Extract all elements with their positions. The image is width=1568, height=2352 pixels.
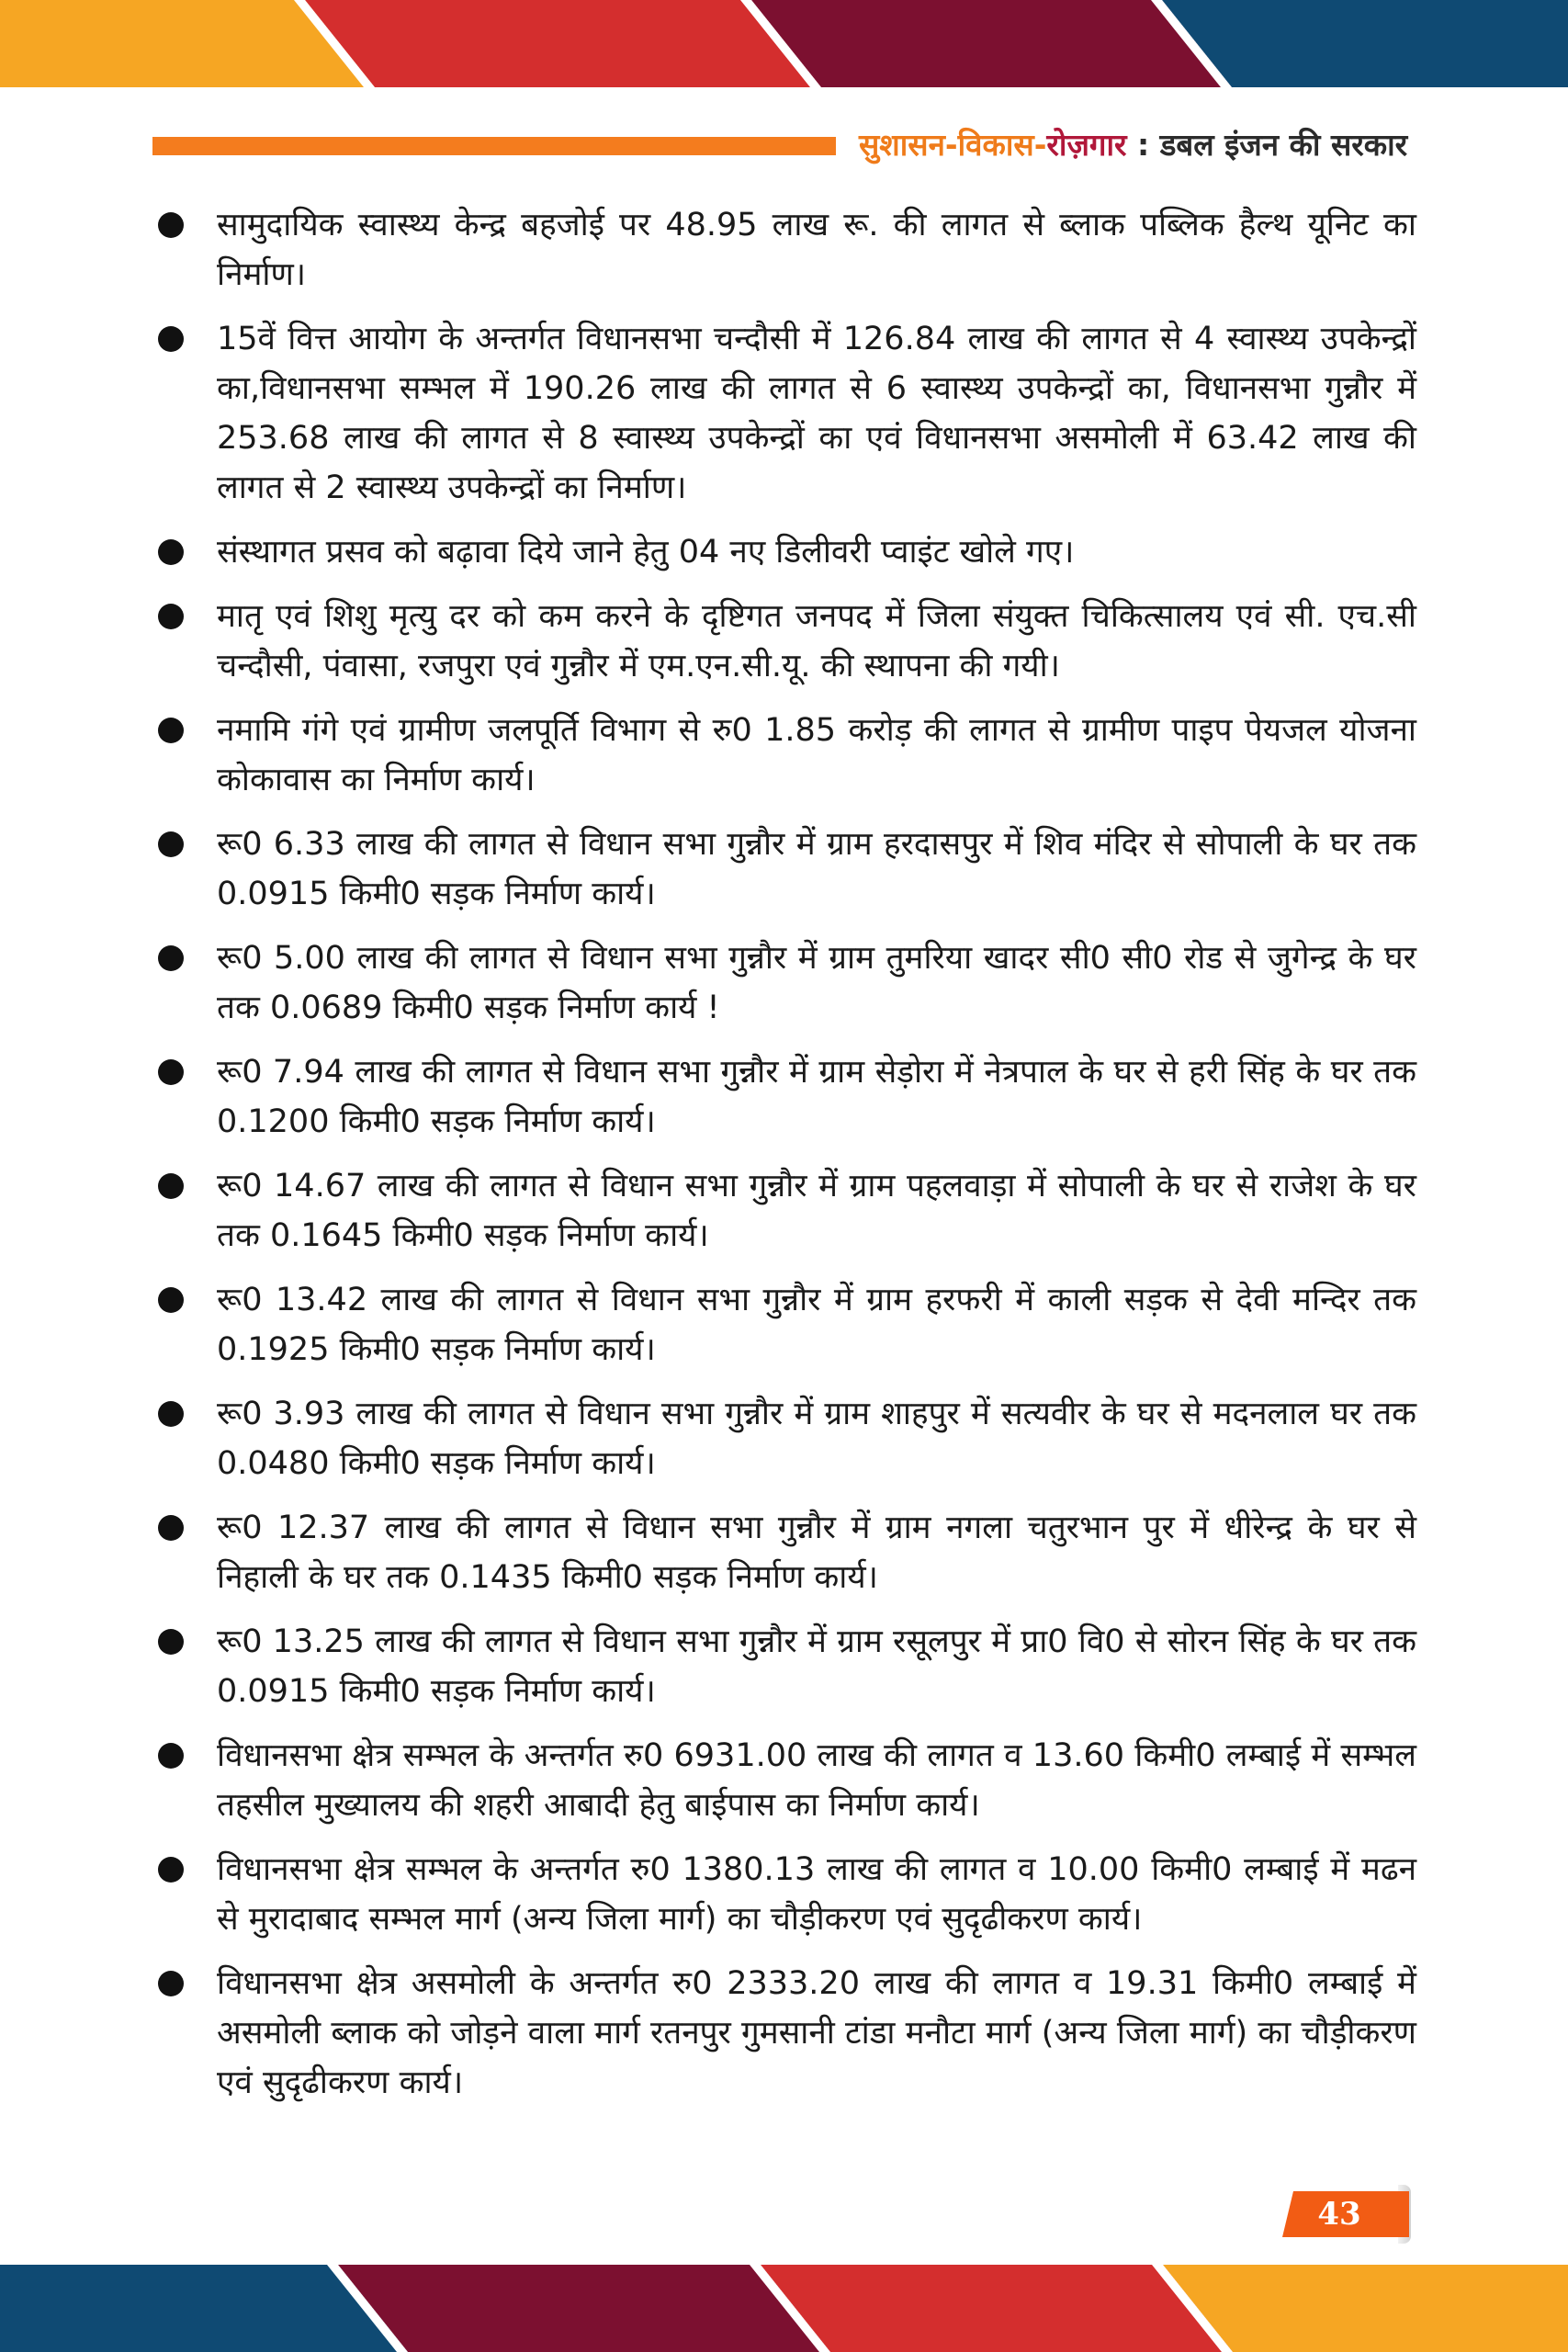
band-maroon-segment bbox=[751, 0, 1232, 87]
band-maroon-segment bbox=[338, 2265, 830, 2352]
bullet-icon bbox=[158, 831, 184, 857]
bullet-icon bbox=[158, 212, 184, 238]
bullet-icon bbox=[158, 1743, 184, 1769]
bullet-icon bbox=[158, 1629, 184, 1655]
header-title-part-3: : डबल इंजन की सरकार bbox=[1126, 127, 1408, 163]
list-item-text: सामुदायिक स्वास्थ्य केन्द्र बहजोई पर 48.95 लाख रू. की लागत से ब्लाक पब्लिक हैल्थ यूनिट का निर्माण। bbox=[217, 207, 1416, 293]
list-item bbox=[154, 933, 1416, 1033]
list-item-text: रू0 3.93 लाख की लागत से विधान सभा गुन्नौर में ग्राम शाहपुर में सत्यवीर के घर से मदनलाल घर तक 0.0480 किमी0 सड़क निर्माण कार्य। bbox=[217, 1396, 1416, 1482]
list-item bbox=[154, 1845, 1416, 1944]
list-item-text: रू0 13.42 लाख की लागत से विधान सभा गुन्नौर में ग्राम हरफरी में काली सड़क से देवी मन्दिर तक 0.1925 किमी0 सड़क निर्माण कार्य। bbox=[217, 1282, 1416, 1368]
bullet-icon bbox=[158, 1059, 184, 1085]
list-item bbox=[154, 1503, 1416, 1602]
bullet-icon bbox=[158, 1971, 184, 1996]
bullet-icon bbox=[158, 1173, 184, 1199]
list-item-text: विधानसभा क्षेत्र असमोली के अन्तर्गत रु0 2333.20 लाख की लागत व 19.31 किमी0 लम्बाई में असमोली ब्लाक को जोड़ने वाला मार्ग रतनपुर गुमसानी टांडा मनौटा मार्ग (अन्य जिला मार्ग) का चौड़ीकरण एवं सुदृढीकरण कार्य। bbox=[217, 1965, 1416, 2101]
band-red-segment bbox=[305, 0, 821, 87]
list-item bbox=[154, 527, 1416, 577]
band-navy-segment bbox=[1162, 0, 1568, 87]
list-item-text: रू0 13.25 लाख की लागत से विधान सभा गुन्नौर में ग्राम रसूलपुर में प्रा0 वि0 से सोरन सिंह के घर तक 0.0915 किमी0 सड़क निर्माण कार्य। bbox=[217, 1623, 1416, 1710]
list-item-text: रू0 14.67 लाख की लागत से विधान सभा गुन्नौर में ग्राम पहलवाड़ा में सोपाली के घर से राजेश के घर तक 0.1645 किमी0 सड़क निर्माण कार्य। bbox=[217, 1168, 1416, 1254]
list-item-text: विधानसभा क्षेत्र सम्भल के अन्तर्गत रु0 1380.13 लाख की लागत व 10.00 किमी0 लम्बाई में मढन से मुरादाबाद सम्भल मार्ग (अन्य जिला मार्ग) का चौड़ीकरण एवं सुदृढीकरण कार्य। bbox=[217, 1851, 1416, 1938]
list-item bbox=[154, 820, 1416, 919]
header-title-part-2: रोज़गार bbox=[1046, 127, 1127, 163]
list-item-text: संस्थागत प्रसव को बढ़ावा दिये जाने हेतु 04 नए डिलीवरी प्वाइंट खोले गए। bbox=[217, 534, 1075, 571]
list-item-text: 15वें वित्त आयोग के अन्तर्गत विधानसभा चन्दौसी में 126.84 लाख की लागत से 4 स्वास्थ्य उपकेन्द्रों का,विधानसभा सम्भल में 190.26 लाख की लागत से 6 स्वास्थ्य उपकेन्द्रों का, विधानसभा गुन्नौर में 253.68 लाख की लागत से 8 स्वास्थ्य उपकेन्द्रों का एवं विधानसभा असमोली में 63.42 लाख की लागत से 2 स्वास्थ्य उपकेन्द्रों का निर्माण। bbox=[217, 321, 1416, 506]
list-item bbox=[154, 1617, 1416, 1716]
bottom-color-band bbox=[0, 2265, 1568, 2352]
top-color-band bbox=[0, 0, 1568, 87]
bullet-icon bbox=[158, 1857, 184, 1883]
list-item-text: नमामि गंगे एवं ग्रामीण जलपूर्ति विभाग से रु0 1.85 करोड़ की लागत से ग्रामीण पाइप पेयजल योजना कोकावास का निर्माण कार्य। bbox=[217, 712, 1416, 798]
bullet-icon bbox=[158, 1287, 184, 1313]
bullet-icon bbox=[158, 539, 184, 565]
list-item bbox=[154, 1275, 1416, 1374]
page-number: 43 bbox=[1317, 2196, 1361, 2233]
list-item bbox=[154, 706, 1416, 805]
list-item-text: रू0 6.33 लाख की लागत से विधान सभा गुन्नौर में ग्राम हरदासपुर में शिव मंदिर से सोपाली के घर तक 0.0915 किमी0 सड़क निर्माण कार्य। bbox=[217, 826, 1416, 912]
bullet-icon bbox=[158, 326, 184, 352]
list-item bbox=[154, 1731, 1416, 1830]
list-item bbox=[154, 1389, 1416, 1488]
list-item-text: रू0 5.00 लाख की लागत से विधान सभा गुन्नौर में ग्राम तुमरिया खादर सी0 सी0 रोड से जुगेन्द्र के घर तक 0.0689 किमी0 सड़क निर्माण कार्य ! bbox=[217, 940, 1416, 1026]
list-item bbox=[154, 200, 1416, 300]
bullet-icon bbox=[158, 945, 184, 971]
band-red-segment bbox=[761, 2265, 1233, 2352]
header-title-part-1: सुशासन-विकास- bbox=[859, 127, 1047, 163]
achievement-bullet-list bbox=[154, 200, 1416, 2122]
band-orange-segment bbox=[1163, 2265, 1568, 2352]
list-item bbox=[154, 314, 1416, 513]
bullet-icon bbox=[158, 718, 184, 743]
list-item-text: रू0 12.37 लाख की लागत से विधान सभा गुन्नौर में ग्राम नगला चतुरभान पुर में धीरेन्द्र के घर से निहाली के घर तक 0.1435 किमी0 सड़क निर्माण कार्य। bbox=[217, 1510, 1416, 1596]
list-item bbox=[154, 1047, 1416, 1147]
list-item bbox=[154, 1161, 1416, 1261]
running-header-title bbox=[859, 124, 1410, 166]
list-item bbox=[154, 592, 1416, 691]
header-rule bbox=[152, 137, 836, 155]
bullet-icon bbox=[158, 1515, 184, 1541]
list-item-text: विधानसभा क्षेत्र सम्भल के अन्तर्गत रु0 6931.00 लाख की लागत व 13.60 किमी0 लम्बाई में सम्भल तहसील मुख्यालय की शहरी आबादी हेतु बाईपास का निर्माण कार्य। bbox=[217, 1737, 1416, 1824]
list-item-text: मातृ एवं शिशु मृत्यु दर को कम करने के दृष्टिगत जनपद में जिला संयुक्त चिकित्सालय एवं सी. एच.सी चन्दौसी, पंवासा, रजपुरा एवं गुन्नौर में एम.एन.सी.यू. की स्थापना की गयी। bbox=[217, 598, 1416, 684]
list-item bbox=[154, 1959, 1416, 2108]
bullet-icon bbox=[158, 604, 184, 629]
bullet-icon bbox=[158, 1401, 184, 1427]
list-item-text: रू0 7.94 लाख की लागत से विधान सभा गुन्नौर में ग्राम सेड़ोरा में नेत्रपाल के घर से हरी सिंह के घर तक 0.1200 किमी0 सड़क निर्माण कार्य। bbox=[217, 1054, 1416, 1140]
